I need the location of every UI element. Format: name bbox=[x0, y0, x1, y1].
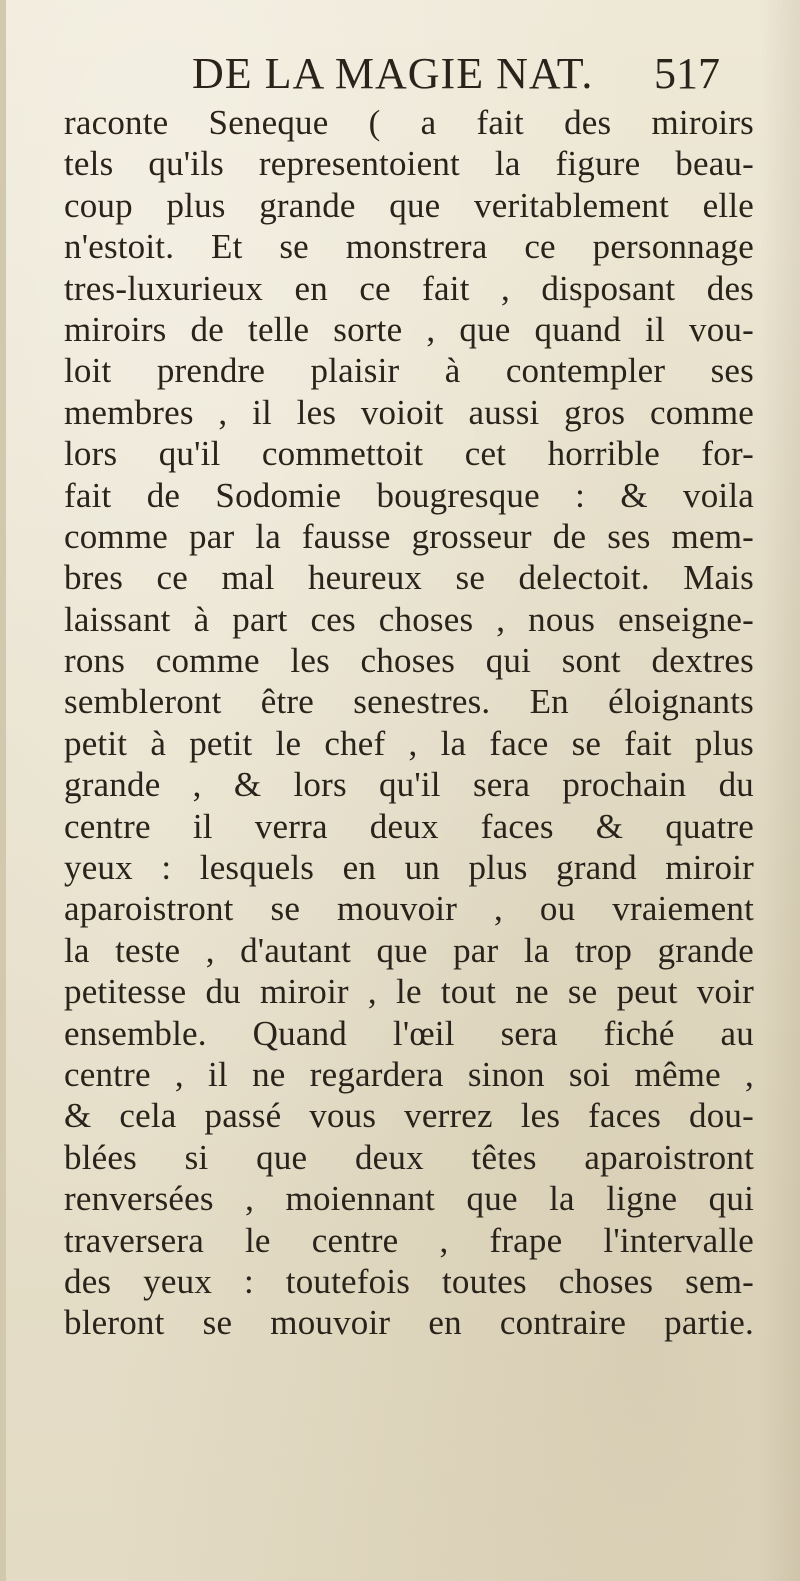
text-line: yeux : lesquels en un plus grand miroir bbox=[64, 848, 754, 888]
text-line: la teste , d'autant que par la trop grande bbox=[64, 930, 754, 970]
page-header bbox=[6, 44, 800, 104]
running-head: DE LA MAGIE NAT. bbox=[192, 49, 594, 98]
text-line: membres , il les voioit aussi gros comme bbox=[64, 392, 754, 432]
text-line: raconte Seneque ( a fait des miroirs bbox=[64, 103, 754, 142]
text-line: grande , & lors qu'il sera prochain du bbox=[64, 765, 754, 805]
text-line: renversées , moiennant que la ligne qui bbox=[64, 1179, 754, 1219]
text-line: blées si que deux têtes aparoistront bbox=[64, 1137, 754, 1177]
text-line: coup plus grande que veritablement elle bbox=[64, 185, 754, 225]
text-line: tres-luxurieux en ce fait , disposant des bbox=[64, 268, 754, 308]
text-line: centre , il ne regardera sinon soi même , bbox=[64, 1054, 754, 1094]
text-line: lors qu'il commettoit cet horrible for- bbox=[64, 434, 754, 474]
text-line: tels qu'ils representoient la figure beau- bbox=[64, 144, 754, 184]
text-line: traversera le centre , frape l'intervalle bbox=[64, 1220, 754, 1260]
text-line: comme par la fausse grosseur de ses mem- bbox=[64, 516, 754, 556]
page-edge-shadow bbox=[760, 0, 800, 1581]
text-line: petit à petit le chef , la face se fait plus bbox=[64, 723, 754, 763]
text-line: n'estoit. Et se monstrera ce personnage bbox=[64, 227, 754, 267]
text-line: des yeux : toutefois toutes choses sem- bbox=[64, 1261, 754, 1301]
body-text bbox=[64, 102, 754, 1344]
text-line: aparoistront se mouvoir , ou vraiement bbox=[64, 889, 754, 929]
text-line: fait de Sodomie bougresque : & voila bbox=[64, 475, 754, 515]
text-line: miroirs de telle sorte , que quand il vou- bbox=[64, 309, 754, 349]
text-line: rons comme les choses qui sont dextres bbox=[64, 641, 754, 681]
text-line: & cela passé vous verrez les faces dou- bbox=[64, 1096, 754, 1136]
text-line: laissant à part ces choses , nous enseigne- bbox=[64, 599, 754, 639]
text-line: bres ce mal heureux se delectoit. Mais bbox=[64, 558, 754, 598]
page-number: 517 bbox=[654, 49, 720, 98]
text-line: petitesse du miroir , le tout ne se peut voir bbox=[64, 972, 754, 1012]
text-line: ensemble. Quand l'œil sera fiché au bbox=[64, 1013, 754, 1053]
text-line: centre il verra deux faces & quatre bbox=[64, 806, 754, 846]
text-line: loit prendre plaisir à contempler ses bbox=[64, 351, 754, 391]
text-line: bleront se mouvoir en contraire partie. bbox=[64, 1303, 754, 1343]
text-line: sembleront être senestres. En éloignants bbox=[64, 682, 754, 722]
